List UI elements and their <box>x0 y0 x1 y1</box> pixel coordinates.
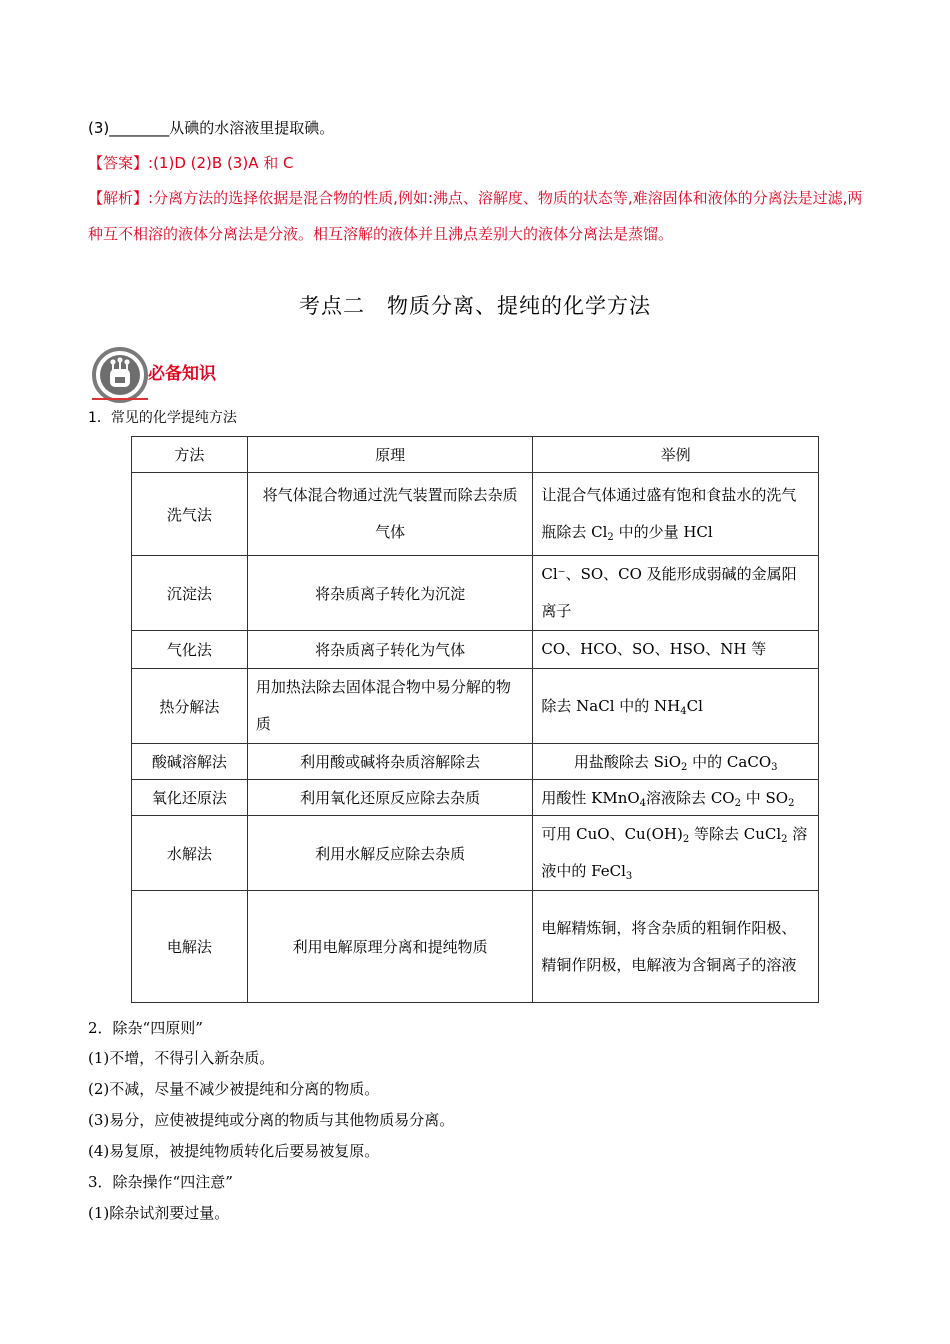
section-title: 考点二 物质分离、提纯的化学方法 <box>299 294 651 318</box>
question-3: (3)________从碘的水溶液里提取碘。 <box>88 119 335 137</box>
analysis-paragraph <box>88 180 863 252</box>
answer-text: :(1)D (2)B (3)A 和 C <box>148 154 294 172</box>
method-cell: 洗气法 <box>132 473 248 556</box>
heading-four-notes: 3．除杂操作“四注意” <box>88 1173 233 1191</box>
table-row <box>132 891 819 1003</box>
header-example: 举例 <box>533 437 819 473</box>
answer-line <box>88 153 293 173</box>
table-row <box>132 556 819 631</box>
header-principle: 原理 <box>247 437 533 473</box>
principle-cell: 将杂质离子转化为气体 <box>247 631 533 669</box>
method-cell: 电解法 <box>132 891 248 1003</box>
list-item: (1)不增，不得引入新杂质。 <box>88 1049 275 1067</box>
example-cell: 可用 CuO、$Cu(OH)_2$ 等除去 CuCl$_2$ 溶液中的 FeCl$_3$ <box>533 816 819 891</box>
method-cell: 热分解法 <box>132 669 248 744</box>
heading-purification-methods: 1．常见的化学提纯方法 <box>88 410 237 426</box>
answer-label: 【答案】 <box>88 154 149 172</box>
principle-cell: 将杂质离子转化为沉淀 <box>247 556 533 631</box>
table-row <box>132 780 819 816</box>
method-cell: 沉淀法 <box>132 556 248 631</box>
list-item: (4)易复原，被提纯物质转化后要易被复原。 <box>88 1142 380 1160</box>
list-item: (2)不减，尽量不减少被提纯和分离的物质。 <box>88 1080 380 1098</box>
table-row <box>132 473 819 556</box>
principle-cell: 利用酸或碱将杂质溶解除去 <box>247 744 533 780</box>
principle-cell: 利用电解原理分离和提纯物质 <box>247 891 533 1003</box>
method-cell: 酸碱溶解法 <box>132 744 248 780</box>
example-cell: 用酸性 KMnO$_4$溶液除去 $CO_2$ 中 $SO_2$ <box>533 780 819 816</box>
example-cell: CO、HCO、SO、HSO、NH 等 <box>533 631 819 669</box>
table-row <box>132 816 819 891</box>
principle-cell: 利用水解反应除去杂质 <box>247 816 533 891</box>
example-cell: 让混合气体通过盛有饱和食盐水的洗气瓶除去 $Cl_2$ 中的少量 HCl <box>533 473 819 556</box>
method-cell: 氧化还原法 <box>132 780 248 816</box>
knowledge-badge-icon <box>88 347 152 403</box>
purification-table <box>131 436 819 1003</box>
heading-four-principles: 2．除杂“四原则” <box>88 1019 203 1037</box>
method-cell: 气化法 <box>132 631 248 669</box>
analysis-label: 【解析】 <box>88 189 149 207</box>
principle-cell: 利用氧化还原反应除去杂质 <box>247 780 533 816</box>
table-row <box>132 631 819 669</box>
list-item: (3)易分，应使被提纯或分离的物质与其他物质易分离。 <box>88 1111 455 1129</box>
principle-cell: 将气体混合物通过洗气装置而除去杂质气体 <box>247 473 533 556</box>
example-cell: 用盐酸除去 SiO$_2$ 中的 CaCO$_3$ <box>533 744 819 780</box>
principle-cell: 用加热法除去固体混合物中易分解的物质 <box>247 669 533 744</box>
method-cell: 水解法 <box>132 816 248 891</box>
table-row <box>132 744 819 780</box>
example-cell: 电解精炼铜，将含杂质的粗铜作阳极、精铜作阴极，电解液为含铜离子的溶液 <box>533 891 819 1003</box>
table-row <box>132 669 819 744</box>
list-item: (1)除杂试剂要过量。 <box>88 1204 230 1222</box>
badge-label: 必备知识 <box>148 364 216 384</box>
header-method: 方法 <box>132 437 248 473</box>
table-header-row <box>132 437 819 473</box>
example-cell: Cl⁻、SO、CO 及能形成弱碱的金属阳离子 <box>533 556 819 631</box>
analysis-text: :分离方法的选择依据是混合物的性质,例如:沸点、溶解度、物质的状态等,难溶固体和液体的分离法是过滤,两种互不相溶的液体分离法是分液。相互溶解的液体并且沸点差别大的液体分离法是蒸馏。 <box>88 189 863 243</box>
example-cell: 除去 NaCl 中的 $NH_4Cl$ <box>533 669 819 744</box>
